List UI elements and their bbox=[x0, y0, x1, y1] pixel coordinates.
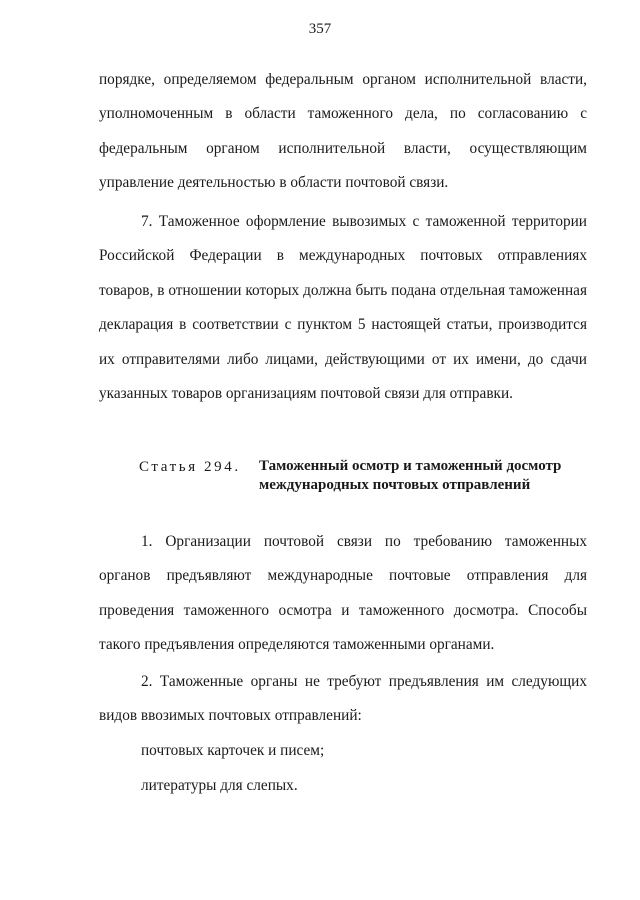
paragraph-2: 2. Таможенные органы не требуют предъявления им следующих видов ввозимых почтовых отправлений: bbox=[99, 673, 587, 725]
list-item: литературы для слепых. bbox=[141, 777, 298, 794]
paragraph-1: 1. Организации почтовой связи по требованию таможенных органов предъявляют международные почтовые отправления для проведения таможенного осмотра и таможенного досмотра. Способы такого предъявления определяются таможенными органами. bbox=[99, 533, 587, 654]
list-item: почтовых карточек и писем; bbox=[141, 742, 325, 759]
article-heading bbox=[0, 457, 640, 497]
article-title: Таможенный осмотр и таможенный досмотр международных почтовых отправлений bbox=[259, 458, 562, 493]
paragraph-7: 7. Таможенное оформление вывозимых с таможенной территории Российской Федерации в международных почтовых отправлениях товаров, в отношении которых должна быть подана отдельная таможенная декларация в соответствии с пунктом 5 настоящей статьи, производится их отправителями либо лицами, действующими от их имени, до сдачи указанных товаров организациям почтовой связи для отправки. bbox=[99, 213, 587, 403]
page-number: 357 bbox=[308, 21, 332, 37]
paragraph-continuation: порядке, определяемом федеральным органом исполнительной власти, уполномоченным в области таможенного дела, по согласованию с федеральным органом исполнительной власти, осуществляющим управление деятельностью в области почтовой связи. bbox=[99, 71, 587, 192]
article-label: Статья 294. bbox=[139, 459, 241, 475]
